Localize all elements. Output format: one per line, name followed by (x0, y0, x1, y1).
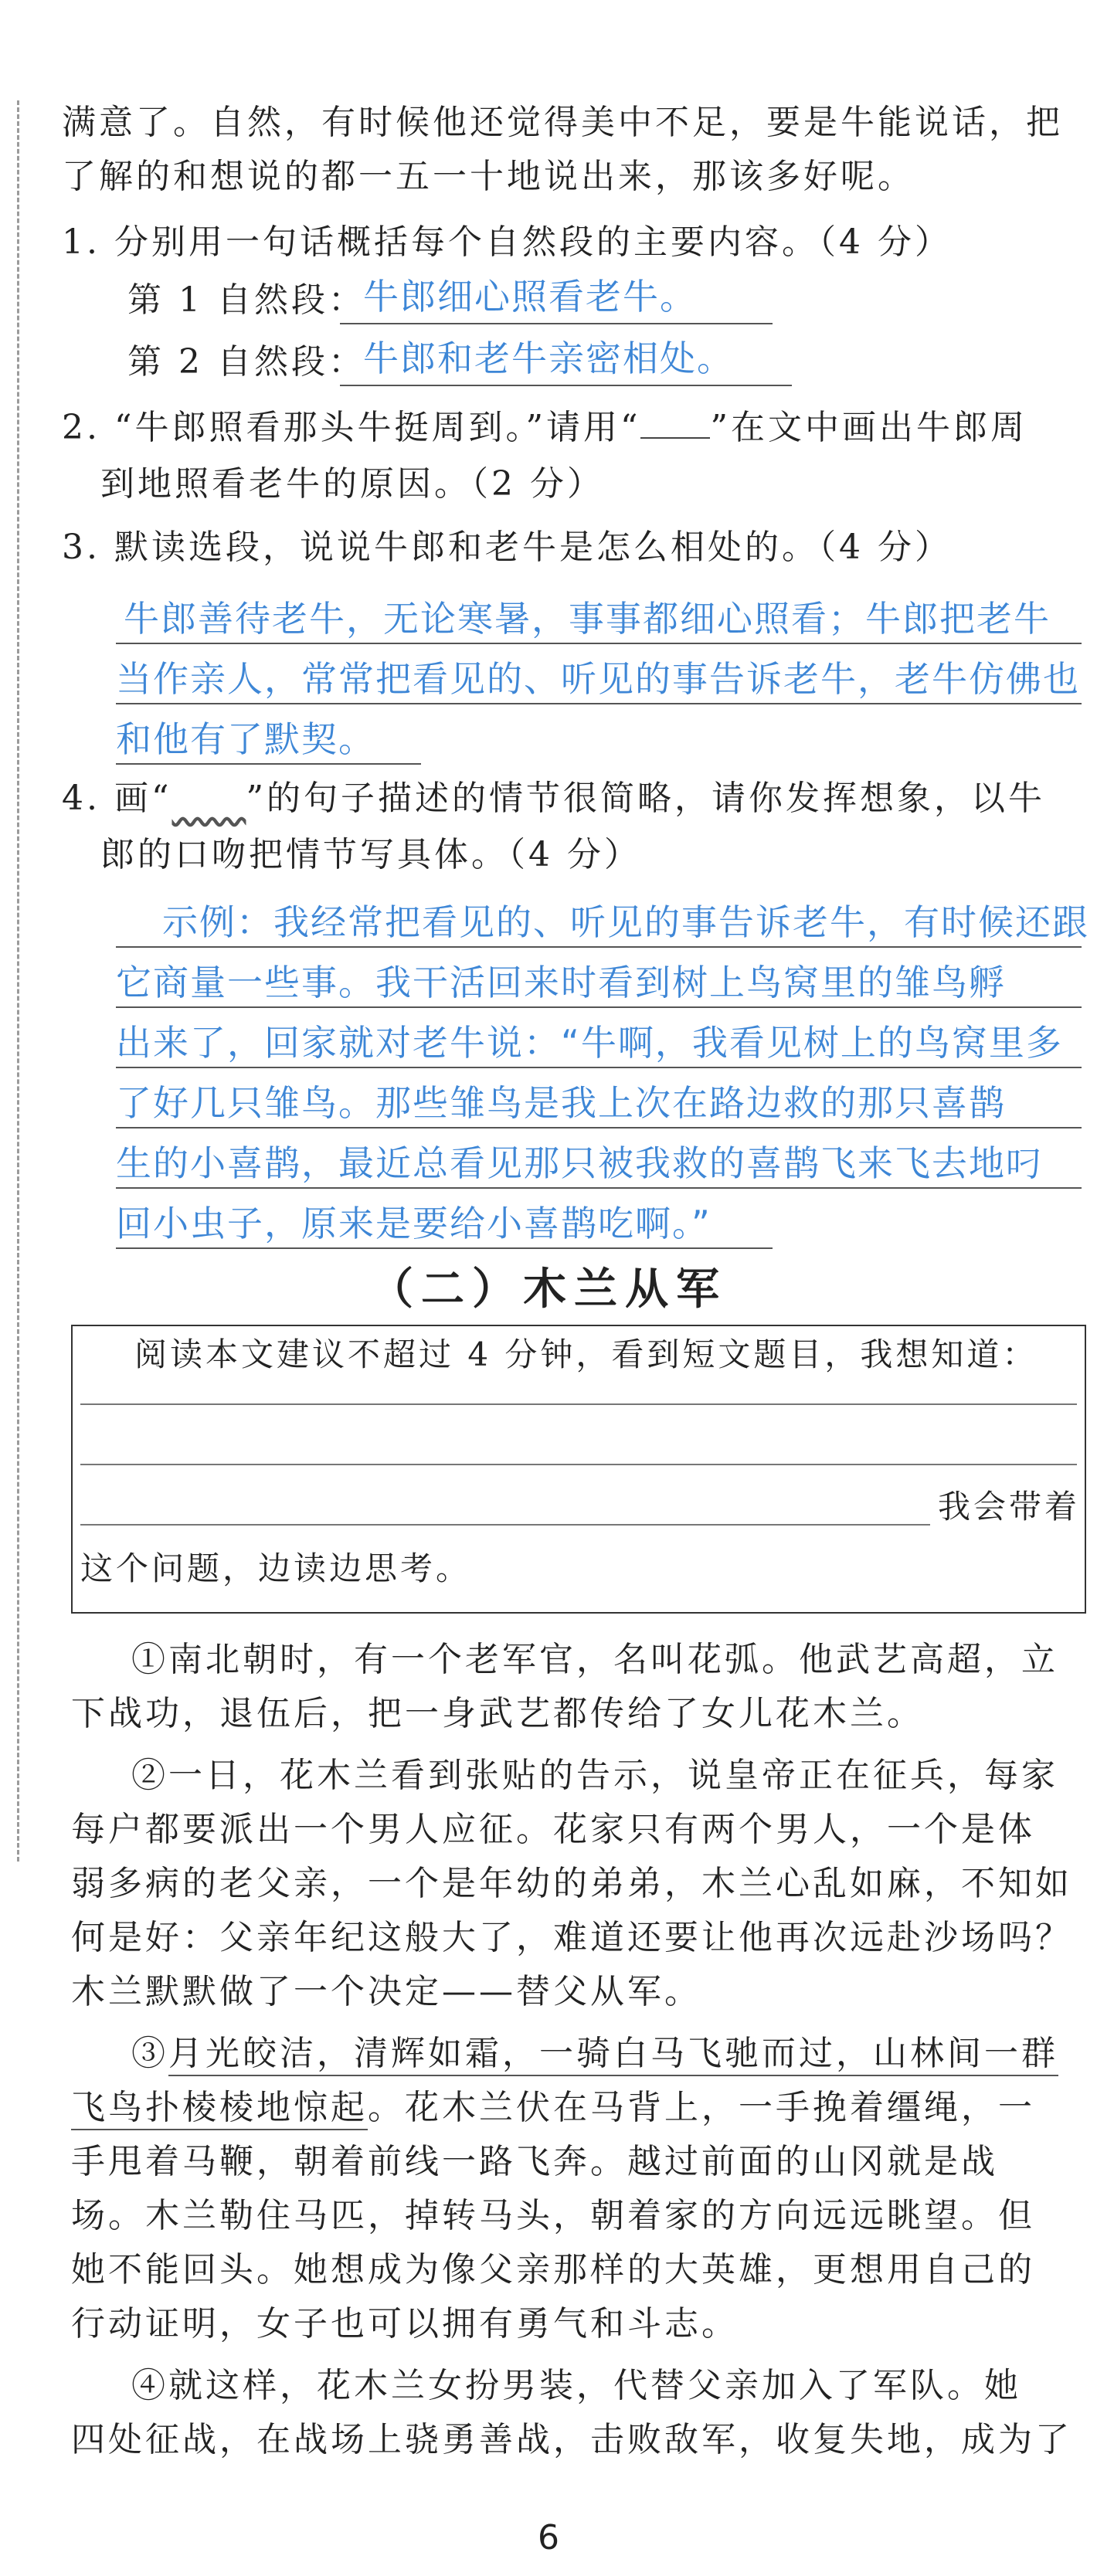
question-4-line-1 (62, 776, 1045, 821)
writing-line[interactable] (80, 1403, 1077, 1405)
q3-answer-line: 牛郎善待老牛，无论寒暑，事事都细心照看；牛郎把老牛 (124, 598, 1051, 640)
passage-line: 每户都要派出一个男人应征。花家只有两个男人，一个是体 (71, 1810, 1035, 1849)
q4-answer-line: 示例：我经常把看见的、听见的事告诉老牛，有时候还跟 (162, 901, 1089, 943)
box-line-5: 这个问题，边读边思考。 (80, 1549, 472, 1587)
passage-line: 场。木兰勒住马匹，掉转马头，朝着家的方向远远眺望。但 (71, 2196, 1035, 2235)
box-prompt: 阅读本文建议不超过 4 分钟，看到短文题目，我想知道： (134, 1336, 1038, 1373)
box-line-tail: 我会带着 (938, 1488, 1081, 1526)
answer-underline (116, 703, 1082, 704)
q2-text-post: ”在文中画出牛郎周 (710, 408, 1027, 447)
passage-line: 四处征战，在战场上骁勇善战，击败敌军，收复失地，成为了 (71, 2420, 1072, 2459)
reading-prompt-box (71, 1325, 1086, 1614)
q1-answer-1: 牛郎细心照看老牛。 (363, 276, 697, 317)
passage-line: ②一日，花木兰看到张贴的告示，说皇帝正在征兵，每家 (131, 1756, 1058, 1795)
passage-line: ①南北朝时，有一个老军官，名叫花弧。他武艺高超，立 (131, 1640, 1058, 1679)
question-2-line-1 (62, 406, 1027, 450)
passage-line (71, 2086, 1035, 2130)
passage-line: 下战功，退伍后，把一身武艺都传给了女儿花木兰。 (71, 1694, 924, 1733)
answer-underline (116, 1127, 1082, 1128)
question-2-line-2: 到地照看老牛的原因。（2 分） (100, 464, 604, 504)
q2-text-pre: 2. “牛郎照看那头牛挺周到。”请用“ (62, 408, 641, 447)
answer-underline (116, 1067, 1082, 1068)
q4-answer-line: 出来了，回家就对老牛说：“牛啊，我看见树上的鸟窝里多 (116, 1022, 1063, 1064)
passage-line (131, 2031, 1058, 2076)
answer-underline (116, 643, 1082, 644)
q1-label-2: 第 2 自然段： (127, 342, 365, 382)
blank-underline-mark (640, 408, 710, 439)
page-number: 6 (538, 2518, 559, 2557)
q4-text-post: ”的句子描述的情节很简略，请你发挥想象，以牛 (246, 779, 1045, 818)
q1-answer-2: 牛郎和老牛亲密相处。 (363, 338, 734, 379)
binding-margin-line (17, 100, 19, 1862)
question-1: 1. 分别用一句话概括每个自然段的主要内容。（4 分） (62, 222, 952, 262)
intro-line: 了解的和想说的都一五一十地说出来，那该多好呢。 (62, 157, 915, 196)
answer-underline (116, 1187, 1082, 1189)
passage-line: 何是好：父亲年纪这般大了，难道还要让他再次远赴沙场吗？ (71, 1918, 1072, 1957)
answer-underline (340, 323, 773, 324)
q4-answer-line: 它商量一些事。我干活回来时看到树上鸟窝里的雏鸟孵 (116, 962, 1006, 1003)
q4-text-pre: 4. 画“ (62, 779, 172, 818)
intro-line: 满意了。自然，有时候他还觉得美中不足，要是牛能说话，把 (62, 103, 1063, 142)
passage-line: 她不能回头。她想成为像父亲那样的大英雄，更想用自己的 (71, 2250, 1035, 2289)
answer-underline (340, 385, 792, 386)
underlined-sentence: 月光皎洁，清辉如霜，一骑白马飞驰而过，山林间一群 (168, 2034, 1058, 2076)
answer-underline (116, 946, 1082, 948)
q4-answer-line: 生的小喜鹊，最近总看见那只被我救的喜鹊飞来飞去地叼 (116, 1142, 1043, 1184)
q3-answer-line: 当作亲人，常常把看见的、听见的事告诉老牛，老牛仿佛也 (116, 658, 1080, 700)
writing-line[interactable] (80, 1524, 930, 1526)
q1-label-1: 第 1 自然段： (127, 280, 365, 320)
answer-underline (116, 1247, 773, 1249)
question-4-line-2: 郎的口吻把情节写具体。（4 分） (100, 835, 641, 874)
passage-line: ④就这样，花木兰女扮男装，代替父亲加入了军队。她 (131, 2366, 1021, 2405)
underlined-sentence: 飞鸟扑棱棱地惊起 (71, 2088, 368, 2130)
q4-answer-line: 回小虫子，原来是要给小喜鹊吃啊。” (116, 1203, 712, 1244)
q3-answer-line: 和他有了默契。 (116, 718, 375, 760)
answer-underline (116, 763, 421, 765)
q4-answer-line: 了好几只雏鸟。那些雏鸟是我上次在路边救的那只喜鹊 (116, 1082, 1006, 1124)
passage-line: 行动证明，女子也可以拥有勇气和斗志。 (71, 2304, 739, 2344)
wavy-underline-mark (172, 779, 246, 818)
writing-line[interactable] (80, 1464, 1077, 1465)
passage-line: 手甩着马鞭，朝着前线一路飞奔。越过前面的山冈就是战 (71, 2142, 998, 2181)
answer-underline (116, 1006, 1082, 1008)
passage-line: 木兰默默做了一个决定——替父从军。 (71, 1972, 701, 2011)
passage-text: 。花木兰伏在马背上，一手挽着缰绳，一 (368, 2088, 1035, 2127)
paragraph-marker: ③ (131, 2034, 168, 2073)
section-title: （二）木兰从军 (370, 1264, 727, 1315)
question-3: 3. 默读选段，说说牛郎和老牛是怎么相处的。（4 分） (62, 528, 952, 567)
passage-line: 弱多病的老父亲，一个是年幼的弟弟，木兰心乱如麻，不知如 (71, 1864, 1072, 1903)
